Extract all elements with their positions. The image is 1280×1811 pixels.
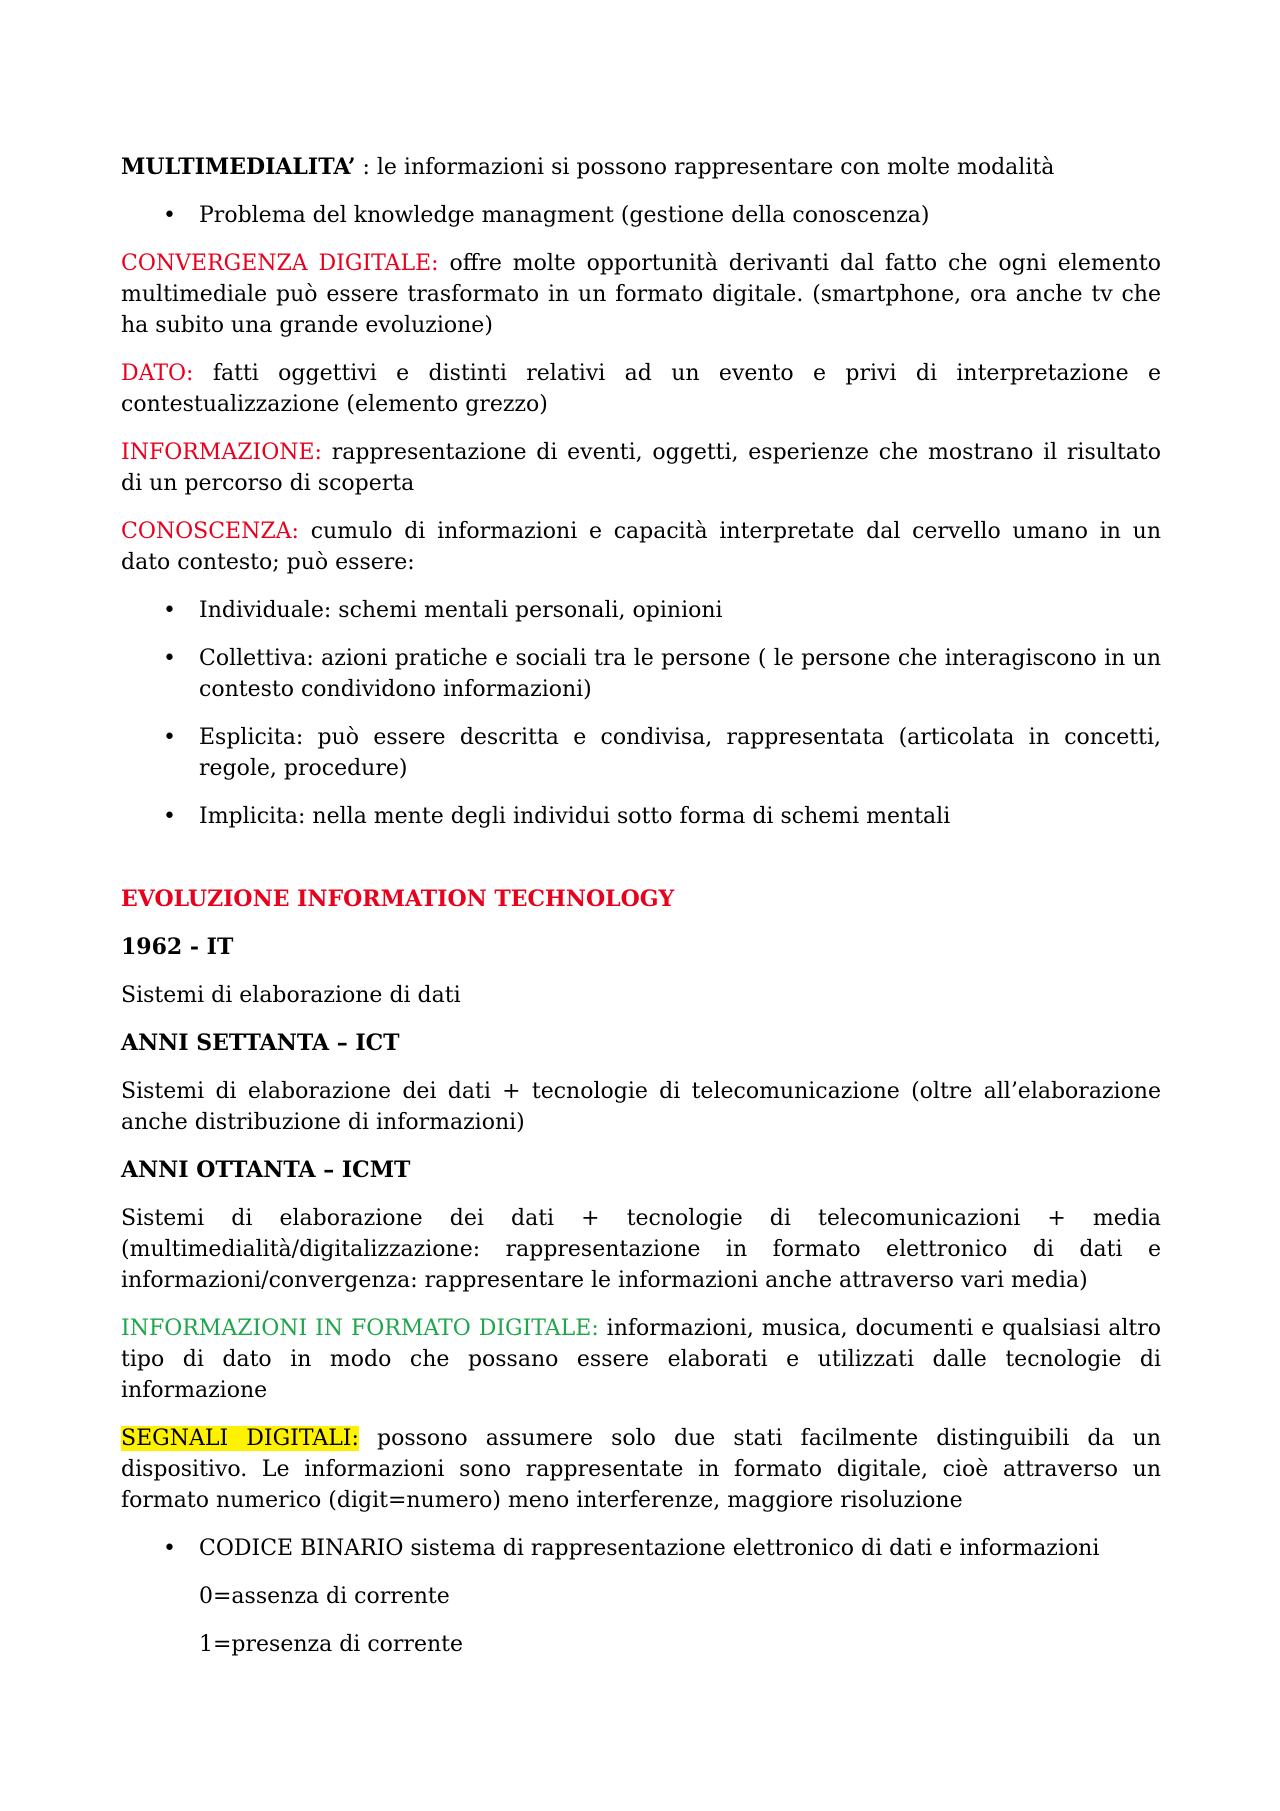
era-heading: ANNI SETTANTA – ICT [121,1030,400,1056]
bullet-icon: • [163,1536,176,1561]
list-item [121,801,1161,832]
era-text: Sistemi di elaborazione di dati [121,983,461,1008]
list-item [121,722,1161,784]
dato-term: DATO: [121,361,194,386]
segnali-paragraph [121,1423,1161,1516]
convergenza-paragraph [121,248,1161,341]
formato-digitale-term: INFORMAZIONI IN FORMATO DIGITALE: [121,1316,599,1341]
formato-digitale-paragraph [121,1313,1161,1406]
formato-digitale-text: informazioni, musica, documenti e qualsiasi altro tipo di dato in modo che possano essere elaborati e utilizzati dalle tecnologie di informazione [121,1316,1161,1403]
evoluzione-title: EVOLUZIONE INFORMATION TECHNOLOGY [121,886,675,912]
conoscenza-paragraph [121,516,1161,578]
segnali-list [121,1533,1161,1564]
conoscenza-types-list [121,595,1161,832]
multimedialita-list [121,200,1161,231]
binary-zero: 0=assenza di corrente [199,1584,450,1609]
conoscenza-type: Esplicita: può essere descritta e condivisa, rappresentata (articolata in concetti, regole, procedure) [199,725,1161,781]
era-text: Sistemi di elaborazione dei dati + tecnologie di telecomunicazioni + media (multimedialità/digitalizzazione: rappresentazione in formato elettronico di dati e informazioni/convergenza: rappresentare le informazioni anche attraverso vari media) [121,1206,1161,1293]
binary-one: 1=presenza di corrente [199,1632,463,1657]
bullet-icon: • [163,804,176,829]
informazione-term: INFORMAZIONE: [121,440,322,465]
era-heading: ANNI OTTANTA – ICMT [121,1157,411,1183]
segnali-term: SEGNALI DIGITALI: [121,1426,359,1451]
codice-binario-text: CODICE BINARIO sistema di rappresentazione elettronico di dati e informazioni [199,1536,1100,1561]
convergenza-text: offre molte opportunità derivanti dal fatto che ogni elemento multimediale può essere trasformato in un formato digitale. (smartphone, ora anche tv che ha subito una grande evoluzione) [121,251,1162,338]
dato-text: fatti oggettivi e distinti relativi ad un evento e privi di interpretazione e contestualizzazione (elemento grezzo) [121,361,1161,417]
bullet-icon: • [163,646,176,671]
bullet-icon: • [163,598,176,623]
conoscenza-type: Collettiva: azioni pratiche e sociali tra le persone ( le persone che interagiscono in un contesto condividono informazioni) [199,646,1161,702]
convergenza-term: CONVERGENZA DIGITALE: [121,251,439,276]
conoscenza-type: Individuale: schemi mentali personali, opinioni [199,598,723,623]
document-body [121,152,1161,1677]
conoscenza-type: Implicita: nella mente degli individui sotto forma di schemi mentali [199,804,951,829]
era-heading: 1962 - IT [121,934,234,960]
multimedialita-text: : le informazioni si possono rappresentare con molte modalità [355,155,1055,180]
informazione-paragraph [121,437,1161,499]
segnali-text: possono assumere solo due stati facilmente distinguibili da un dispositivo. Le informazioni sono rappresentate in formato digitale, cioè attraverso un formato numerico (digit=numero) meno interferenze, maggiore risoluzione [121,1426,1161,1513]
informazione-text: rappresentazione di eventi, oggetti, esperienze che mostrano il risultato di un percorso di scoperta [121,440,1161,496]
bullet-icon: • [163,203,176,228]
multimedialita-paragraph [121,152,1161,183]
bullet-icon: • [163,725,176,750]
multimedialita-bullet: Problema del knowledge managment (gestione della conoscenza) [199,203,930,228]
list-item [121,200,1161,231]
dato-paragraph [121,358,1161,420]
conoscenza-text: cumulo di informazioni e capacità interpretate dal cervello umano in un dato contesto; può essere: [121,519,1161,575]
list-item [121,595,1161,626]
multimedialita-term: MULTIMEDIALITA’ [121,154,356,180]
conoscenza-term: CONOSCENZA: [121,519,299,544]
list-item [121,643,1161,705]
list-item [121,1533,1161,1564]
era-text: Sistemi di elaborazione dei dati + tecnologie di telecomunicazione (oltre all’elaborazione anche distribuzione di informazioni) [121,1079,1161,1135]
